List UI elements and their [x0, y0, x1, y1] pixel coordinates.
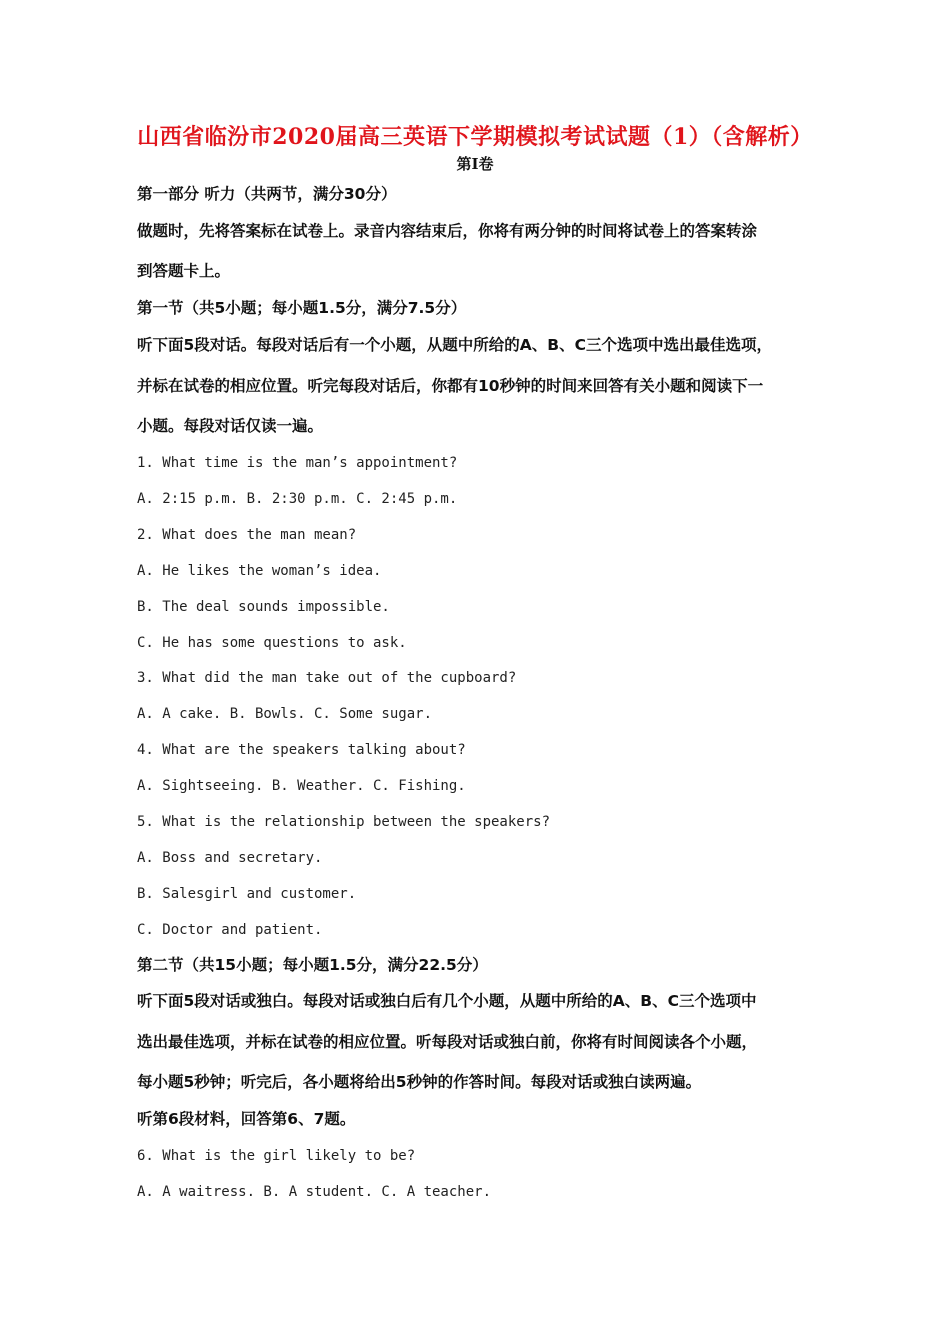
- section-instruction-line: 听下面5段对话或独白。每段对话或独白后有几个小题，从题中所给的A、B、C三个选项中: [137, 992, 757, 1010]
- part-one-heading: 第一部分 听力（共两节，满分30分）: [137, 185, 397, 203]
- section-instruction-line: 并标在试卷的相应位置。听完每段对话后，你都有10秒钟的时间来回答有关小题和阅读下一: [137, 377, 764, 395]
- question-1: 1. What time is the man’s appointment?: [137, 455, 458, 471]
- instruction-line: 到答题卡上。: [137, 262, 231, 280]
- question-6-options: A. A waitress. B. A student. C. A teacher.: [137, 1184, 492, 1200]
- instruction-line: 做题时，先将答案标在试卷上。录音内容结束后，你将有两分钟的时间将试卷上的答案转涂: [137, 222, 758, 240]
- question-2-option-b: B. The deal sounds impossible.: [137, 599, 390, 615]
- document-title: 山西省临汾市2020届高三英语下学期模拟考试试题（1）（含解析）: [137, 124, 813, 150]
- question-2: 2. What does the man mean?: [137, 527, 357, 543]
- question-4: 4. What are the speakers talking about?: [137, 742, 466, 758]
- question-3-options: A. A cake. B. Bowls. C. Some sugar.: [137, 706, 433, 722]
- question-5-option-c: C. Doctor and patient.: [137, 922, 323, 938]
- section-instruction-line: 每小题5秒钟；听完后，各小题将给出5秒钟的作答时间。每段对话或独白读两遍。: [137, 1073, 702, 1091]
- section-instruction-line: 选出最佳选项，并标在试卷的相应位置。听每段对话或独白前，你将有时间阅读各个小题，: [137, 1033, 758, 1051]
- question-6: 6. What is the girl likely to be?: [137, 1148, 416, 1164]
- question-5-option-b: B. Salesgirl and customer.: [137, 886, 357, 902]
- section-instruction-line: 小题。每段对话仅读一遍。: [137, 417, 324, 435]
- question-5: 5. What is the relationship between the speakers?: [137, 814, 551, 830]
- volume-heading: 第Ⅰ卷: [456, 155, 494, 173]
- section-one-heading: 第一节（共5小题；每小题1.5分，满分7.5分）: [137, 299, 467, 317]
- section-two-heading: 第二节（共15小题；每小题1.5分，满分22.5分）: [137, 956, 488, 974]
- question-1-options: A. 2:15 p.m. B. 2:30 p.m. C. 2:45 p.m.: [137, 491, 458, 507]
- question-2-option-c: C. He has some questions to ask.: [137, 635, 407, 651]
- question-3: 3. What did the man take out of the cupboard?: [137, 670, 517, 686]
- question-5-option-a: A. Boss and secretary.: [137, 850, 323, 866]
- question-4-options: A. Sightseeing. B. Weather. C. Fishing.: [137, 778, 466, 794]
- section-instruction-line: 听下面5段对话。每段对话后有一个小题，从题中所给的A、B、C三个选项中选出最佳选项，: [137, 336, 772, 354]
- passage-heading: 听第6段材料，回答第6、7题。: [137, 1110, 356, 1128]
- question-2-option-a: A. He likes the woman’s idea.: [137, 563, 382, 579]
